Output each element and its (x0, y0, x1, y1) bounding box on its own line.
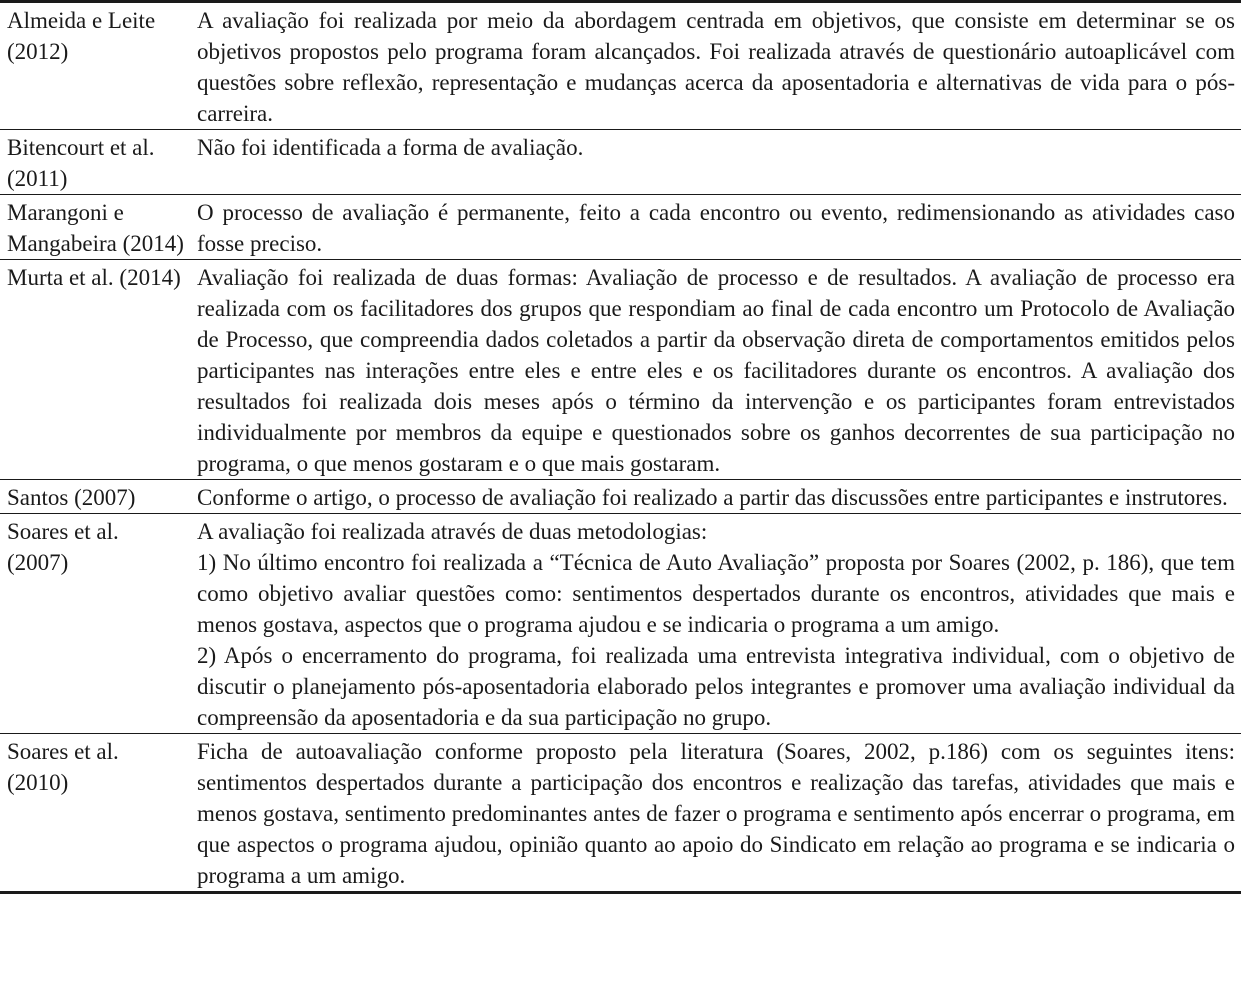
table-row (0, 130, 1241, 195)
evaluation-cell (189, 480, 1241, 514)
author-cell: Soares et al. (2010) (7, 739, 119, 795)
evaluation-cell (189, 734, 1241, 892)
evaluation-cell (189, 130, 1241, 195)
evaluation-cell (189, 260, 1241, 480)
evaluation-table (0, 3, 1241, 891)
author-cell: Santos (2007) (7, 485, 136, 510)
table-row (0, 514, 1241, 734)
table-row (0, 480, 1241, 514)
author-cell: Soares et al. (2007) (7, 519, 119, 575)
author-cell: Marangoni e Mangabeira (2014) (7, 200, 184, 256)
evaluation-paragraph: 1) No último encontro foi realizada a “Técnica de Auto Avaliação” proposta por Soares (2002, p. 186), que tem como objetivo avaliar questões como: sentimentos despertados durante os encontros, atividades que mais e menos gostava, aspectos que o programa ajudou e se indicaria o programa a um amigo. (197, 550, 1235, 637)
evaluation-paragraph: O processo de avaliação é permanente, feito a cada encontro ou evento, redimensionando as atividades caso fosse preciso. (197, 200, 1235, 256)
table-row (0, 734, 1241, 892)
author-cell: Bitencourt et al. (2011) (7, 135, 155, 191)
table-bottom-rule (0, 891, 1241, 894)
table-row (0, 3, 1241, 130)
evaluation-paragraph: 2) Após o encerramento do programa, foi realizada uma entrevista integrativa individual, com o objetivo de discutir o planejamento pós-aposentadoria elaborado pelos integrantes e promover uma avaliação individual da compreensão da aposentadoria e da sua participação no grupo. (197, 643, 1235, 730)
evaluation-paragraph: A avaliação foi realizada através de duas metodologias: (197, 519, 708, 544)
evaluation-paragraph: Conforme o artigo, o processo de avaliação foi realizado a partir das discussões entre participantes e instrutores. (197, 485, 1228, 510)
author-cell: Almeida e Leite (2012) (7, 8, 156, 64)
evaluation-paragraph: Ficha de autoavaliação conforme proposto pela literatura (Soares, 2002, p.186) com os seguintes itens: sentimentos despertados durante a participação dos encontros e realização das tarefas, atividades que mais e menos gostava, sentimento predominantes antes de fazer o programa e sentimento após encerrar o programa, em que aspectos o programa ajudou, opinião quanto ao apoio do Sindicato em relação ao programa e se indicaria o programa a um amigo. (197, 739, 1235, 888)
evaluation-cell (189, 3, 1241, 130)
evaluation-cell (189, 195, 1241, 260)
evaluation-cell (189, 514, 1241, 734)
author-cell: Murta et al. (2014) (7, 265, 181, 290)
evaluation-paragraph: Não foi identificada a forma de avaliação. (197, 135, 584, 160)
table-row (0, 260, 1241, 480)
evaluation-paragraph: A avaliação foi realizada por meio da abordagem centrada em objetivos, que consiste em determinar se os objetivos propostos pelo programa foram alcançados. Foi realizada através de questionário autoaplicável com questões sobre reflexão, representação e mudanças acerca da aposentadoria e alternativas de vida para o pós-carreira. (197, 8, 1235, 126)
table-row (0, 195, 1241, 260)
evaluation-paragraph: Avaliação foi realizada de duas formas: Avaliação de processo e de resultados. A avaliação de processo era realizada com os facilitadores dos grupos que respondiam ao final de cada encontro um Protocolo de Avaliação de Processo, que compreendia dados coletados a partir da observação direta de comportamentos emitidos pelos participantes nas interações entre eles e entre eles e os facilitadores durante os encontros. A avaliação dos resultados foi realizada dois meses após o término da intervenção e os participantes foram entrevistados individualmente por membros da equipe e questionados sobre os ganhos decorrentes de sua participação no programa, o que menos gostaram e o que mais gostaram. (197, 265, 1235, 476)
